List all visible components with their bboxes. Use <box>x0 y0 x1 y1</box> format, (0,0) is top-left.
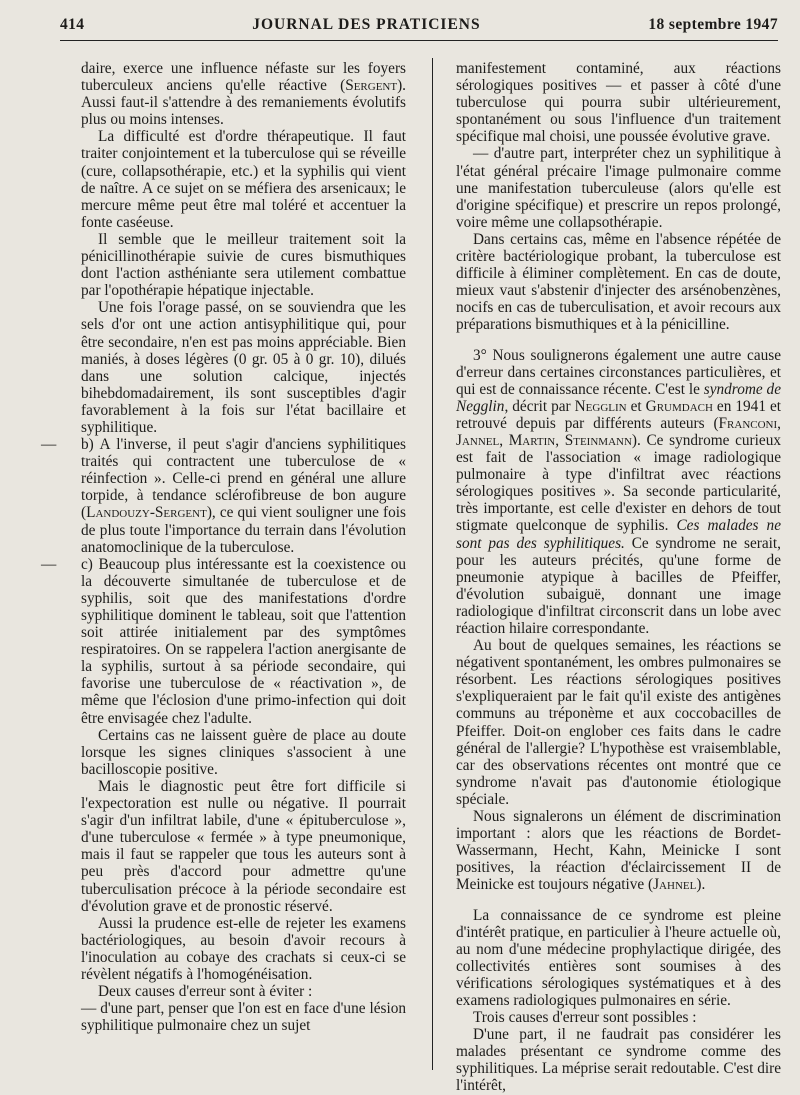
right-column <box>456 60 781 1095</box>
list-item-c: — c) Beaucoup plus intéressante est la coexistence ou la découverte simultanée de tuberculose et de syphilis, soit que des manifestations d'ordre syphilitique dominent le tableau, soit que l'attention soit attirée initialement par des symptômes respiratoires. On se rappelera l'action anergisante de la syphilis, surtout à sa période secondaire, qui favorise une tuberculose de « réactivation », de même que l'éclosion d'une primo-infection qui doit être envisagée chez l'adulte. <box>41 555 406 727</box>
paragraph: D'une part, il ne faudrait pas considérer les malades présentant ce syndrome comme des syphilitiques. La méprise serait redoutable. C'est dire l'intérêt, <box>456 1026 781 1095</box>
paragraph: Dans certains cas, même en l'absence répétée de critère bactériologique probant, la tuberculose est difficile à éliminer complètement. En cas de doute, mieux vaut s'abstenir d'injecter des arsénobenzènes, nocifs en cas de tuberculisation, et avoir recours aux préparations bismuthiques et à la pénicilline. <box>456 230 781 334</box>
list-item-b: — b) A l'inverse, il peut s'agir d'anciens syphilitiques traités qui contractent une tuberculose de « réinfection ». Celle-ci prend en général une allure torpide, à tendance sclérofibreuse de bon augure (Landouzy-Sergent), ce qui vient souligner une fois de plus toute l'importance du terrain dans l'évolution anatomoclinique de la tuberculose. <box>41 436 406 556</box>
author-names: Franconi, Jannel, Martin, Steinmann <box>456 414 781 449</box>
item-letter: c) <box>81 555 93 573</box>
author-name: Sergent <box>345 77 398 95</box>
item-letter: b) <box>81 436 94 454</box>
left-column <box>41 60 406 1035</box>
issue-date: 18 septembre 1947 <box>648 16 778 33</box>
paragraph: — d'autre part, interpréter chez un syphilitique à l'état général précaire l'image pulmonaire comme une manifestation tuberculeuse (alors qu'elle est d'origine spécifique) et prescrire un repos prolongé, voire même une collapsothérapie. <box>456 145 781 231</box>
paragraph: daire, exerce une influence néfaste sur les foyers tuberculeux anciens qu'elle réactive (Sergent). Aussi faut-il s'attendre à des remaniements évolutifs plus ou moins intenses. <box>81 60 406 129</box>
page-number: 414 <box>60 16 85 33</box>
journal-title: JOURNAL DES PRATICIENS <box>252 16 481 33</box>
paragraph: manifestement contaminé, aux réactions sérologiques positives — et passer à côté d'une tuberculose qui pourra subir ultérieurement, spontanément ou sous l'influence d'un traitement spécifique mal choisi, une poussée évolutive grave. <box>456 60 781 146</box>
paragraph: Une fois l'orage passé, on se souviendra que les sels d'or ont une action antisyphilitique qui, pour être secondaire, n'en est pas moins appréciable. Bien maniés, à doses légères (0 gr. 05 à 0 gr. 10), dilués dans une solution calcique, injectés bihebdomadairement, ils sont susceptibles d'agir favorablement à la fois sur l'état bacillaire et syphilitique. <box>81 299 406 436</box>
paragraph: La connaissance de ce syndrome est pleine d'intérêt pratique, en particulier à l'heure actuelle où, au nom d'une médecine prophylactique dirigée, des collectivités entières sont soumises à des vérifications sérologiques systématiques et à des examens radiologiques pulmonaires en série. <box>456 906 781 1009</box>
header-rule <box>60 40 778 41</box>
paragraph: La difficulté est d'ordre thérapeutique. Il faut traiter conjointement et la tuberculose qui se réveille (cure, collapsothérapie, etc.) et la syphilis qui vient de naître. A ce sujet on se méfiera des arsenicaux; le mercure même peut être mal toléré et accentuer la fonte caséeuse. <box>81 128 406 231</box>
italic-statement: Ces malades ne sont pas des syphilitiques. <box>456 517 781 552</box>
author-name: Grumdach <box>645 397 713 415</box>
author-name: Negglin <box>574 397 627 415</box>
column-divider <box>432 58 433 1070</box>
section-3-paragraph: 3° Nous soulignerons également une autre cause d'erreur dans certaines circonstances particulières, et qui est de connaissance récente. C'est le syndrome de Negglin, décrit par Negglin et Grumdach en 1941 et retrouvé depuis par différents auteurs (Franconi, Jannel, Martin, Steinmann). Ce syndrome curieux est fait de l'association « image radiologique pulmonaire à type d'infiltrat avec réactions sérologiques positives ». Sa seconde particularité, très importante, est celle d'exister en dehors de tout stigmate quelconque de syphilis. Ces malades ne sont pas des syphilitiques. Ce syndrome ne serait, pour les auteurs précités, qu'une forme de pneumonie atypique à bacilles de Pfeiffer, d'évolution subaiguë, donnant une image radiologique d'infiltrat circonscrit dans un lobe avec réaction hilaire correspondante. <box>456 346 781 637</box>
page-header <box>60 16 778 40</box>
paragraph: Trois causes d'erreur sont possibles : <box>473 1009 697 1027</box>
paragraph: Nous signalerons un élément de discrimination important : alors que les réactions de Bordet-Wassermann, Hecht, Kahn, Meinicke I sont positives, la réaction d'éclaircissement II de Meinicke est toujours négative (Jahnel). <box>456 808 781 894</box>
paragraph: — d'une part, penser que l'on est en face d'une lésion syphilitique pulmonaire chez un sujet <box>81 1000 406 1035</box>
author-name: Landouzy-Sergent <box>86 504 207 522</box>
paragraph: Certains cas ne laissent guère de place au doute lorsque les signes cliniques s'associent à une bacilloscopie positive. <box>81 726 406 778</box>
paragraph: Mais le diagnostic peut être fort difficile si l'expectoration est nulle ou négative. Il pourrait s'agir d'un infiltrat labile, d'une « épituberculose », d'une tuberculose « fermée » à type pneumonique, mais il faut se rappeler que tous les auteurs sont à peu près d'accord pour admettre qu'une tuberculisation précoce à la période secondaire est d'évolution grave et de pronostic réservé. <box>81 777 406 915</box>
item-dash: — <box>41 555 57 573</box>
paragraph: Aussi la prudence est-elle de rejeter les examens bactériologiques, au besoin d'avoir recours à l'inoculation au cobaye des crachats si ceux-ci se révèlent négatifs à l'homogénéisation. <box>81 914 406 983</box>
paragraph: Deux causes d'erreur sont à éviter : <box>98 983 313 1001</box>
author-name: Jahnel <box>653 876 697 894</box>
paragraph: Il semble que le meilleur traitement soit la pénicillinothérapie suivie de cures bismuthiques dont l'action asthéniante sera utilement combattue par l'opothérapie hépatique injectable. <box>81 230 406 300</box>
syndrome-name: syndrome de Negglin <box>456 380 781 415</box>
item-dash: — <box>41 436 57 454</box>
paragraph: Au bout de quelques semaines, les réactions se négativent spontanément, les ombres pulmonaires se résorbent. Les réactions sérologiques positives s'expliqueraient par le fait qu'il existe des antigènes communs au tréponème et aux coccobacilles de Pfeiffer. Doit-on englober ces faits dans le cadre général de l'allergie? L'hypothèse est vraisemblable, car des observations récentes ont montré que ce syndrome n'avait pas d'autonomie étiologique spéciale. <box>456 637 781 808</box>
